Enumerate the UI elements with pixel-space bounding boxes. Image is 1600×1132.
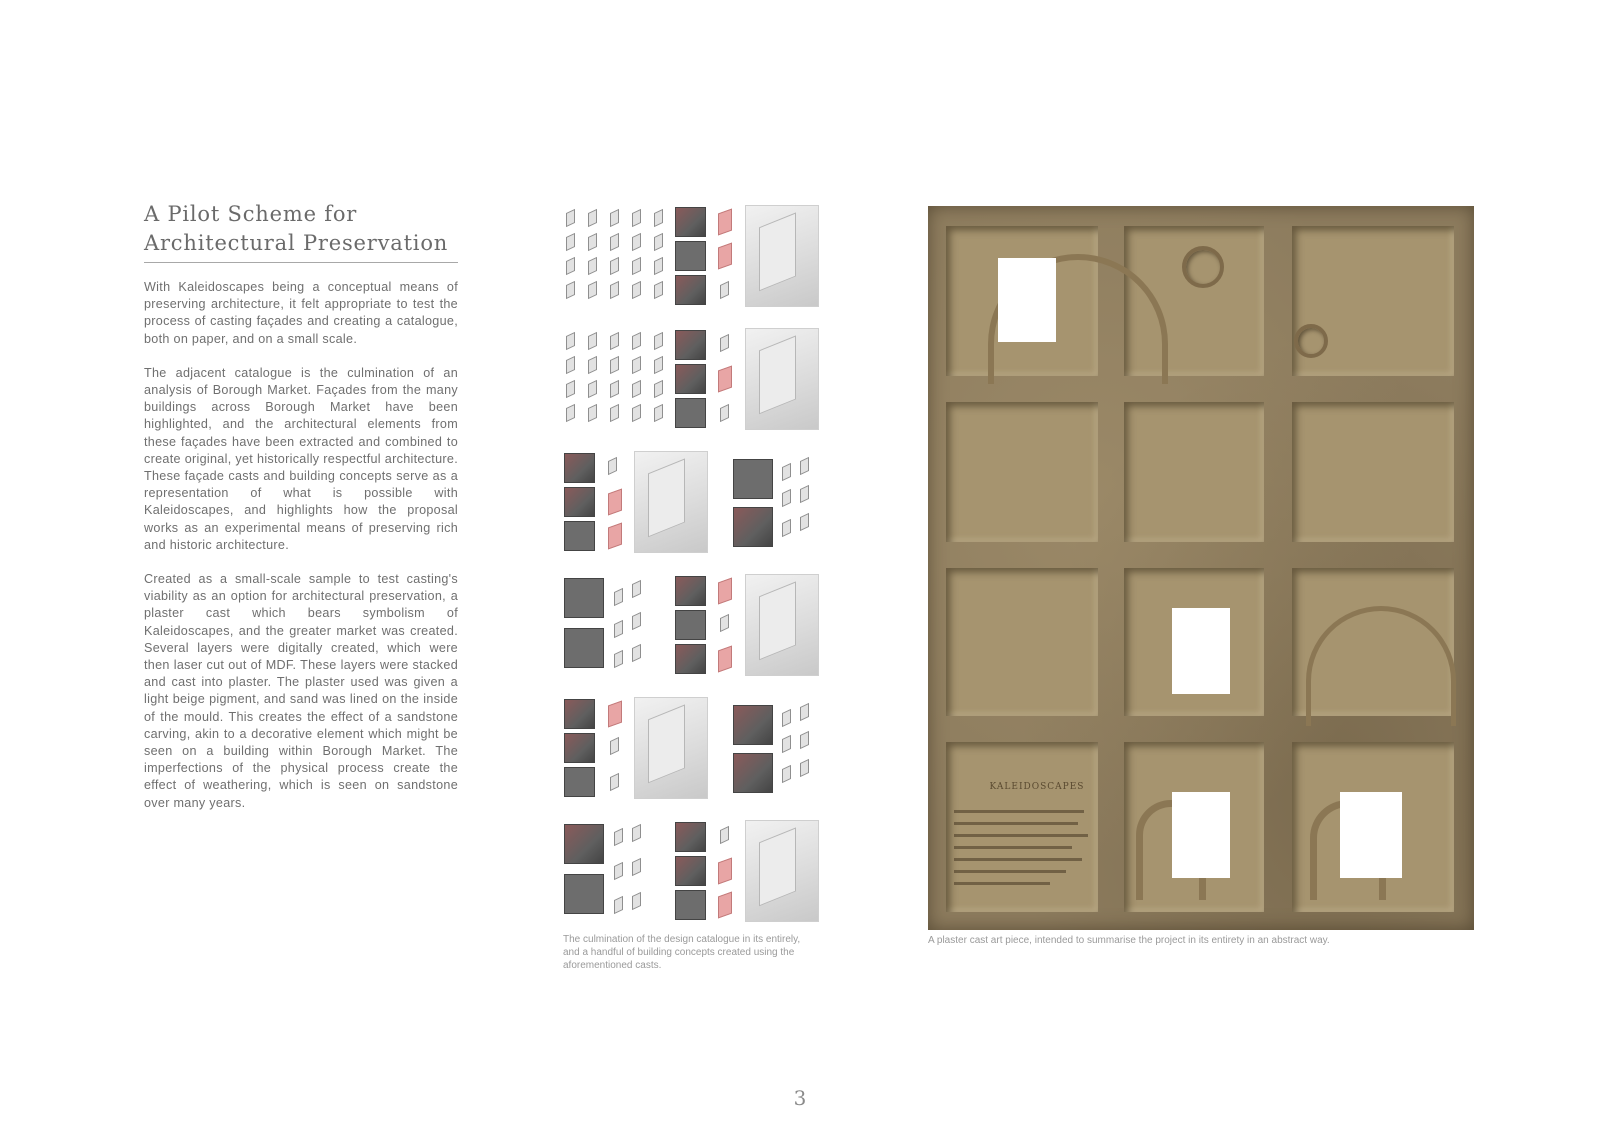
catalogue-row-5 xyxy=(564,697,820,799)
cast-caption: A plaster cast art piece, intended to summarise the project in its entirety in an abstract way. xyxy=(928,935,1330,946)
paragraph-2: The adjacent catalogue is the culmination of an analysis of Borough Market. Façades from the many buildings across Borough Market have been highlighted, and the architectural elements from these façades have been extracted and combined to create original, yet historically respectful architecture. These façade casts and building concepts serve as a representation of what is possible with Kaleidoscapes, and highlights how the proposal works as an experimental means of preserving rich and historic architecture. xyxy=(144,365,458,552)
catalogue-row-6 xyxy=(564,820,820,922)
catalogue-row-4 xyxy=(564,574,820,676)
title-line-2: Architectural Preservation xyxy=(144,231,449,255)
design-catalogue-image xyxy=(564,205,820,928)
page-title xyxy=(144,200,464,258)
catalogue-row-3 xyxy=(564,451,820,553)
catalogue-caption: The culmination of the design catalogue in its entirely, and a handful of building concepts created using the aforementioned casts. xyxy=(563,934,801,971)
cast-inscription: KALEIDOSCAPES xyxy=(989,782,1085,792)
body-text xyxy=(144,279,458,829)
catalogue-row-2 xyxy=(564,328,820,430)
title-divider xyxy=(144,262,458,263)
paragraph-1: With Kaleidoscapes being a conceptual means of preserving architecture, it felt appropriate to test the process of casting façades and creating a catalogue, both on paper, and on a small scale. xyxy=(144,280,458,346)
page-number: 3 xyxy=(793,1086,807,1110)
title-line-1: A Pilot Scheme for xyxy=(144,202,358,226)
paragraph-3: Created as a small-scale sample to test casting's viability as an option for architectural preservation, a plaster cast which bears symbolism of Kaleidoscapes, and the greater market was created. Several layers were digitally created, which were then laser cut out of MDF. These layers were stacked and cast into plaster. The plaster used was given a light beige pigment, and sand was lined on the inside of the mould. This creates the effect of a sandstone carving, akin to a decorative element which might be seen on a building within Borough Market. The imperfections of the physical process create the effect of weathering, which is seen on sandstone over many years. xyxy=(144,572,458,810)
plaster-cast-image xyxy=(928,206,1474,930)
catalogue-row-1 xyxy=(564,205,820,307)
